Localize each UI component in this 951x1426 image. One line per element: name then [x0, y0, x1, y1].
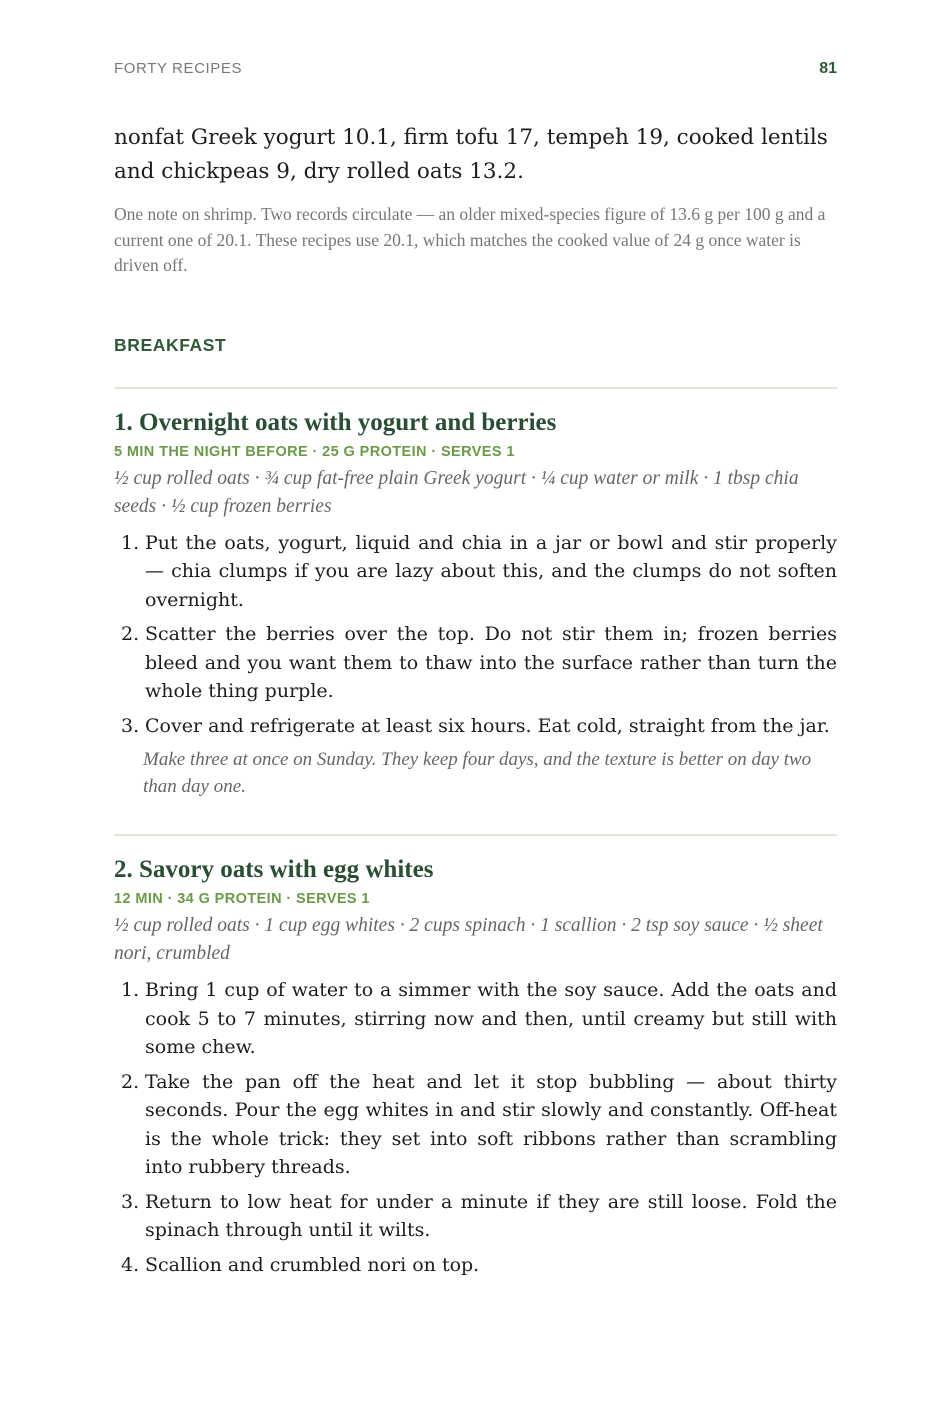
recipe-divider	[114, 834, 837, 836]
recipe-meta: 12 MIN · 34 G PROTEIN · SERVES 1	[114, 891, 370, 907]
step-text: Return to low heat for under a minute if they are still loose. Fold the spinach through until it wilts.	[145, 1190, 837, 1241]
step-item	[114, 1251, 837, 1280]
recipe-meta: 5 MIN THE NIGHT BEFORE · 25 G PROTEIN · SERVES 1	[114, 443, 515, 460]
step-number: 1.	[121, 979, 140, 1001]
step-text: Bring 1 cup of water to a simmer with the soy sauce. Add the oats and cook 5 to 7 minutes, stirring now and then, until creamy but still with some chew.	[145, 979, 837, 1058]
step-item	[114, 1068, 837, 1182]
step-item	[114, 620, 837, 706]
step-number: 1.	[121, 531, 140, 554]
step-text: Put the oats, yogurt, liquid and chia in a jar or bowl and stir properly — chia clumps if you are lazy about this, and the clumps do not soften overnight.	[145, 531, 837, 611]
ingredient-list: ½ cup rolled oats · ¾ cup fat-free plain Greek yogurt · ¼ cup water or milk · 1 tbsp chia seeds · ½ cup frozen berries	[114, 467, 799, 517]
step-item	[114, 1188, 837, 1245]
recipe-tip: Make three at once on Sunday. They keep four days, and the texture is better on day two than day one.	[143, 749, 812, 797]
step-item	[114, 976, 837, 1062]
step-item	[114, 529, 837, 615]
recipe-divider	[114, 387, 837, 389]
ingredient-list: ½ cup rolled oats · 1 cup egg whites · 2 cups spinach · 1 scallion · 2 tsp soy sauce · ½ sheet nori, crumbled	[114, 915, 823, 964]
step-text: Scallion and crumbled nori on top.	[145, 1253, 480, 1276]
step-text: Take the pan off the heat and let it stop bubbling — about thirty seconds. Pour the egg whites in and stir slowly and constantly. Off-heat is the whole trick: they set into soft ribbons rather than scrambling into rubbery threads.	[145, 1070, 837, 1178]
recipe-overnight-oats	[114, 408, 837, 801]
running-header	[114, 60, 837, 84]
step-number: 3.	[121, 1190, 140, 1213]
step-number: 2.	[121, 1070, 140, 1093]
running-title: FORTY RECIPES	[114, 60, 243, 77]
step-number: 2.	[121, 623, 140, 645]
step-number: 3.	[121, 714, 140, 737]
step-number: 4.	[121, 1253, 140, 1276]
recipe-title: 1. Overnight oats with yogurt and berries	[114, 408, 557, 436]
recipe-savory-oats	[114, 855, 837, 1279]
step-list	[114, 529, 837, 741]
step-list	[114, 976, 837, 1279]
step-text: Scatter the berries over the top. Do not stir them in; frozen berries bleed and you want them to thaw into the surface rather than turn the whole thing purple.	[145, 623, 837, 702]
step-item	[114, 712, 837, 741]
step-text: Cover and refrigerate at least six hours. Eat cold, straight from the jar.	[145, 714, 830, 737]
section-heading: BREAKFAST	[114, 334, 227, 355]
shrimp-note: One note on shrimp. Two records circulate — an older mixed-species figure of 13.6 g per 100 g and a current one of 20.1. These recipes use 20.1, which matches the cooked value of 24 g once water is driven off.	[114, 204, 826, 275]
recipe-title: 2. Savory oats with egg whites	[114, 856, 434, 883]
lead-paragraph: nonfat Greek yogurt 10.1, firm tofu 17, tempeh 19, cooked lentils and chickpeas 9, dry rolled oats 13.2.	[114, 125, 828, 184]
page-number: 81	[819, 60, 837, 77]
book-page	[114, 60, 837, 1285]
